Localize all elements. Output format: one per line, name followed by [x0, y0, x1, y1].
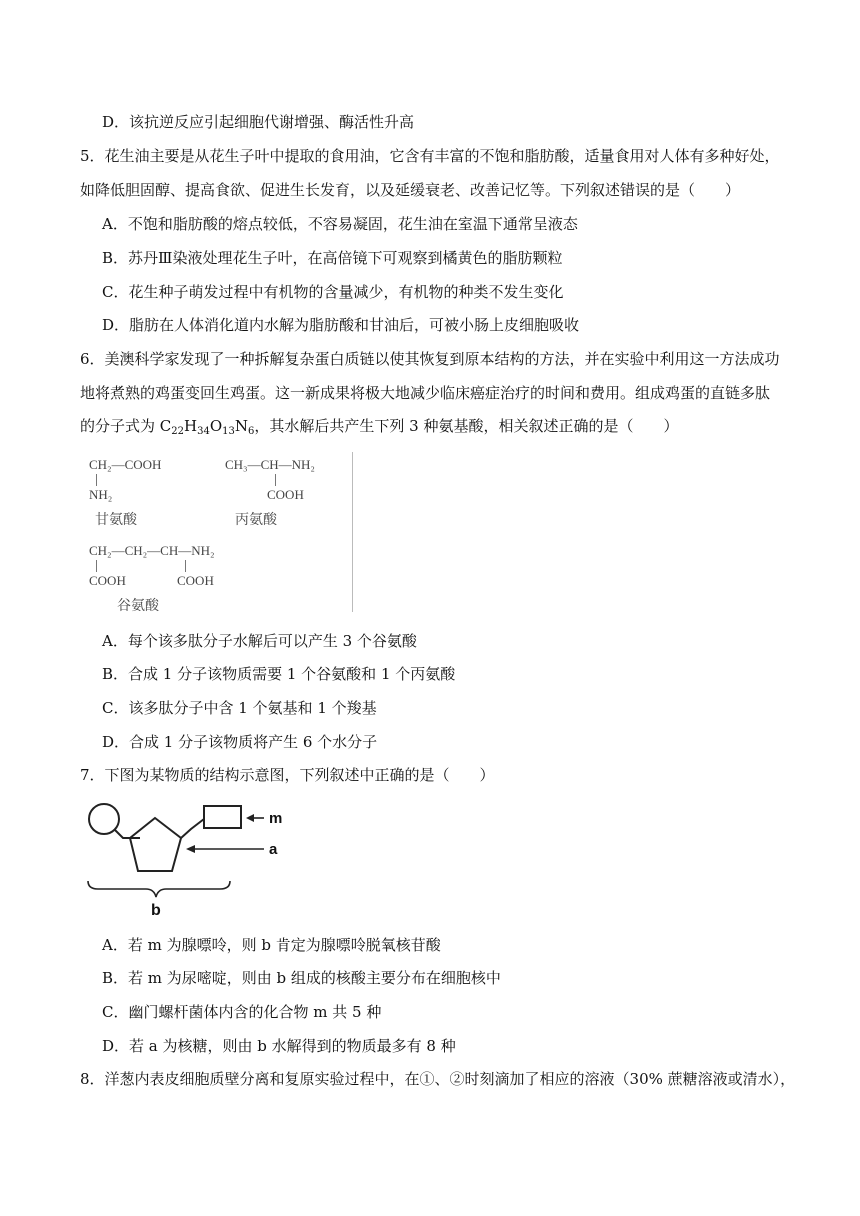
- q5-stem-line1: 5．花生油主要是从花生子叶中提取的食用油，它含有丰富的不饱和脂肪酸，适量食用对人体有多种好处，: [80, 147, 780, 165]
- alanine-bottom: COOH: [267, 487, 304, 502]
- glutamate-bond-right: [185, 560, 186, 572]
- glycine-name: 甘氨酸: [95, 512, 137, 528]
- q5-option-a: A．不饱和脂肪酸的熔点较低，不容易凝固，花生油在室温下通常呈液态: [102, 215, 578, 233]
- q5-option-d: D．脂肪在人体消化道内水解为脂肪酸和甘油后，可被小肠上皮细胞吸收: [102, 316, 580, 334]
- glutamate-bond-left: [96, 560, 97, 572]
- formula-o-count: 13: [222, 426, 235, 437]
- formula-c-count: 22: [171, 426, 184, 437]
- brace-b: [88, 881, 230, 897]
- formula-h-count: 34: [197, 426, 210, 437]
- formula-h-label: H: [183, 417, 198, 435]
- q5-option-c: C．花生种子萌发过程中有机物的含量减少，有机物的种类不发生变化: [102, 283, 564, 301]
- arrow-a-head: [186, 845, 195, 853]
- formula-o-label: O: [209, 417, 223, 435]
- alanine-bond: [275, 474, 276, 486]
- label-b: b: [151, 902, 161, 919]
- q6-option-c: C．该多肽分子中含 1 个氨基和 1 个羧基: [102, 699, 377, 717]
- q6-stem-line1: 6．美澳科学家发现了一种拆解复杂蛋白质链以使其恢复到原本结构的方法，并在实验中利用这一方法成功: [80, 350, 780, 368]
- q5-option-b: B．苏丹Ⅲ染液处理花生子叶，在高倍镜下可观察到橘黄色的脂肪颗粒: [102, 249, 563, 267]
- q5-stem-line2: 如降低胆固醇、提高食欲、促进生长发育，以及延缓衰老、改善记忆等。下列叙述错误的是（ ）: [80, 181, 741, 199]
- formula-n-count: 6: [247, 426, 255, 437]
- glutamate-top: CH₂—CH₂—CH—NH₂: [89, 543, 215, 558]
- nucleotide-diagram: [80, 795, 300, 920]
- q8-stem-line1: 8．洋葱内表皮细胞质壁分离和复原实验过程中，在①、②时刻滴加了相应的溶液（30% 蔗糖溶液或清水），: [80, 1070, 796, 1088]
- q6-stem-suffix: ，其水解后共产生下列 3 种氨基酸，相关叙述正确的是（ ）: [254, 417, 679, 435]
- pentose-pentagon: [130, 818, 181, 871]
- glycine-bond: [96, 474, 97, 486]
- q6-stem-prefix: 的分子式为 C: [80, 417, 172, 435]
- q7-option-a: A．若 m 为腺嘌呤，则 b 肯定为腺嘌呤脱氧核苷酸: [102, 936, 441, 954]
- label-a: a: [269, 841, 278, 858]
- q6-stem-line2: 地将煮熟的鸡蛋变回生鸡蛋。这一新成果将极大地减少临床癌症治疗的时间和费用。组成鸡蛋的直链多肽: [80, 384, 771, 402]
- q7-option-d: D．若 a 为核糖，则由 b 水解得到的物质最多有 8 种: [102, 1037, 456, 1055]
- q6-option-d: D．合成 1 分子该物质将产生 6 个水分子: [102, 733, 378, 751]
- formula-n-label: N: [234, 417, 248, 435]
- q4-option-d: D．该抗逆反应引起细胞代谢增强、酶活性升高: [102, 113, 415, 131]
- glutamate-name: 谷氨酸: [117, 598, 159, 614]
- alanine-name: 丙氨酸: [235, 512, 277, 528]
- q7-stem: 7．下图为某物质的结构示意图，下列叙述中正确的是（ ）: [80, 766, 495, 784]
- arrow-m-head: [246, 814, 254, 822]
- q6-stem-line3: [80, 416, 678, 436]
- glutamate-bottom-left: COOH: [89, 573, 126, 588]
- phosphate-circle: [89, 804, 119, 834]
- q7-option-b: B．若 m 为尿嘧啶，则由 b 组成的核酸主要分布在细胞核中: [102, 969, 501, 987]
- glycine-top: CH₂—COOH: [89, 457, 162, 472]
- q6-option-b: B．合成 1 分子该物质需要 1 个谷氨酸和 1 个丙氨酸: [102, 665, 456, 683]
- glycine-bottom: NH₂: [89, 487, 113, 502]
- q6-option-a: A．每个该多肽分子水解后可以产生 3 个谷氨酸: [102, 632, 417, 650]
- q7-option-c: C．幽门螺杆菌体内含的化合物 m 共 5 种: [102, 1003, 382, 1021]
- glutamate-bottom-right: COOH: [177, 573, 214, 588]
- sugar-base-bond: [181, 819, 204, 838]
- figure-divider: [352, 452, 353, 612]
- label-m: m: [269, 810, 283, 827]
- alanine-top: CH₃—CH—NH₂: [225, 457, 315, 472]
- base-rectangle: [204, 806, 241, 828]
